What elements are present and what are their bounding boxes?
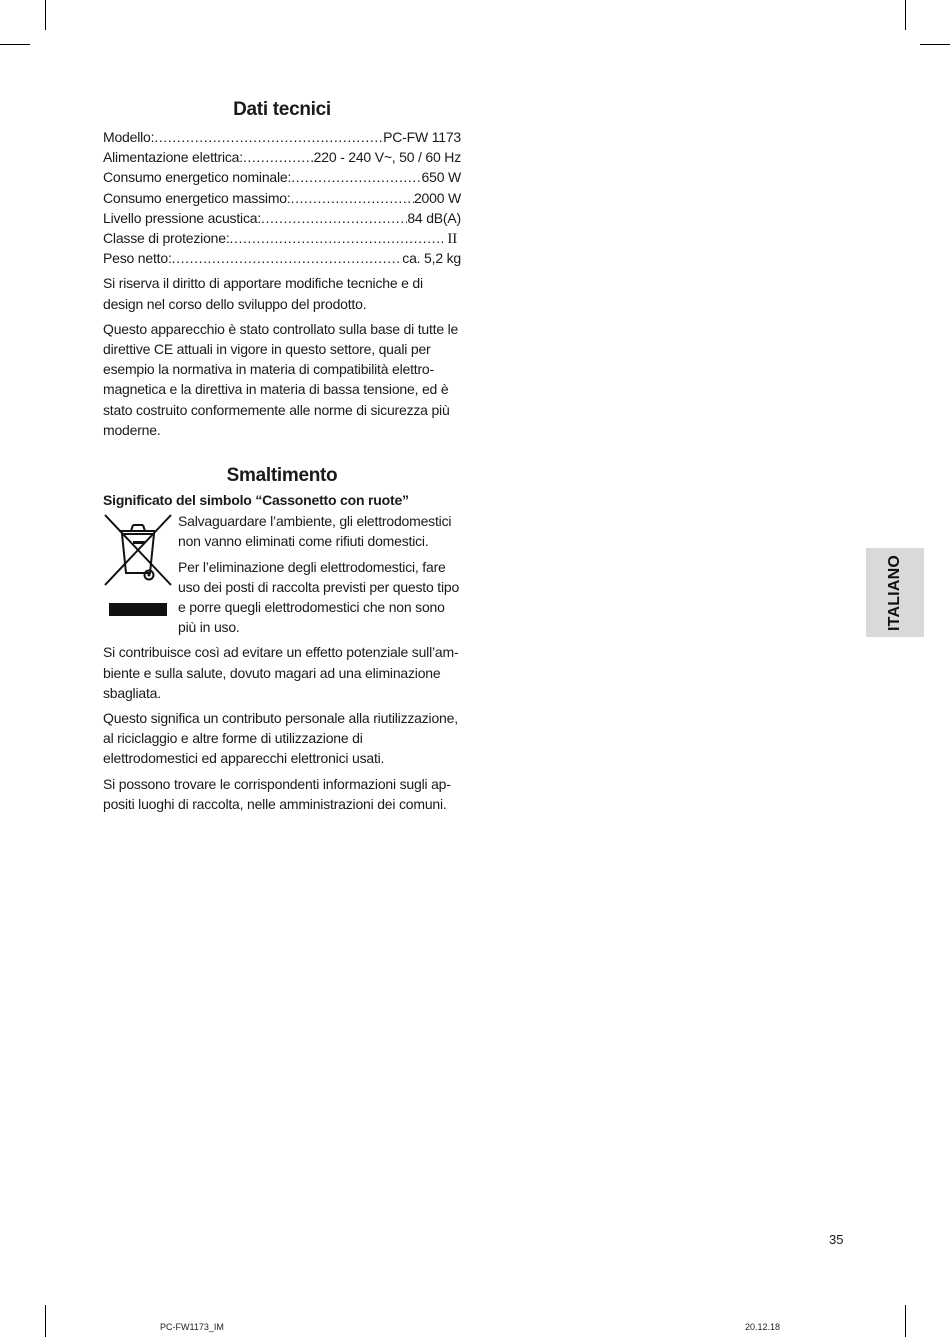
leader-dots	[243, 147, 314, 167]
crop-mark	[920, 44, 950, 45]
spec-row	[103, 188, 461, 208]
spec-value: 84 dB(A)	[407, 209, 461, 226]
paragraph: Si possono trovare le corrispondenti informazioni sugli ap-positi luoghi di raccolta, nelle amministrazioni dei comuni.	[103, 775, 451, 812]
language-tab	[866, 548, 924, 637]
footer-left: PC-FW1173_IM	[160, 1322, 224, 1332]
leader-dots	[261, 208, 407, 228]
subsection-title: Significato del simbolo “Cassonetto con ruote”	[103, 491, 409, 508]
leader-dots	[154, 127, 383, 147]
paragraph: Questo apparecchio è stato controllato sulla base di tutte le direttive CE attuali in vigore in questo settore, quali per esempio la normativa in materia di compatibilità elettro-magnetica e la direttiva in materia di bassa tensione, ed è stato costruito conformemente alle norme di sicurezza più moderne.	[103, 320, 459, 438]
spec-list	[103, 127, 461, 268]
spec-label: Modello:	[103, 129, 155, 145]
spec-row	[103, 228, 461, 248]
spec-row	[103, 147, 461, 167]
crossed-out-wheelie-bin-icon	[103, 513, 178, 617]
weee-text	[178, 511, 461, 642]
weee-block	[103, 511, 461, 642]
paragraph: Si contribuisce così ad evitare un effetto potenziale sull’am-biente e sulla salute, dovuto magari ad una eliminazione sbagliata.	[103, 644, 459, 701]
leader-dots	[291, 188, 414, 208]
spec-label: Consumo energetico nominale:	[103, 169, 292, 186]
spec-label: Peso netto:	[103, 250, 172, 267]
crop-mark	[0, 44, 30, 45]
spec-value: 220 - 240 V~, 50 / 60 Hz	[313, 149, 461, 166]
spec-value: PC-FW 1173	[383, 129, 461, 145]
paragraph: Si riserva il diritto di apportare modifiche tecniche e di design nel corso dello sviluppo del prodotto.	[103, 275, 423, 312]
spec-label: Classe di protezione:	[103, 229, 230, 246]
crop-mark	[905, 1305, 906, 1337]
spec-row	[103, 248, 461, 268]
spec-row	[103, 208, 461, 228]
leader-dots	[291, 167, 421, 187]
spec-row	[103, 127, 461, 147]
leader-dots	[172, 248, 403, 268]
crop-mark	[905, 0, 906, 30]
section-title-tech: Dati tecnici	[233, 99, 331, 120]
language-tab-label: ITALIANO	[886, 554, 903, 631]
crop-mark	[45, 1305, 46, 1337]
spec-label: Livello pressione acustica:	[103, 209, 262, 226]
spec-value: II	[447, 230, 457, 247]
page-number: 35	[829, 1232, 844, 1247]
paragraph: Salvaguardare l’ambiente, gli elettrodomestici non vanno eliminati come rifiuti domestici.	[178, 513, 452, 550]
leader-dots	[230, 228, 444, 248]
paragraph: Per l’eliminazione degli elettrodomestici, fare uso dei posti di raccolta previsti per questo tipo e porre quegli elettrodomestici che non sono più in uso.	[178, 558, 460, 636]
spec-value: 650 W	[421, 169, 461, 186]
spec-row	[103, 167, 461, 187]
crop-mark	[45, 0, 46, 30]
spec-value: 2000 W	[413, 189, 461, 206]
footer-right: 20.12.18	[745, 1322, 781, 1332]
spec-label: Consumo energetico massimo:	[103, 189, 291, 206]
paragraph: Questo significa un contributo personale alla riutilizzazione, al riciclaggio e altre forme di utilizzazione di elettrodomestici ed apparecchi elettronici usati.	[103, 709, 458, 767]
section-title-disposal: Smaltimento	[226, 464, 338, 486]
spec-label: Alimentazione elettrica:	[103, 149, 243, 166]
content-column	[103, 96, 461, 819]
spec-value: ca. 5,2 kg	[402, 250, 461, 267]
